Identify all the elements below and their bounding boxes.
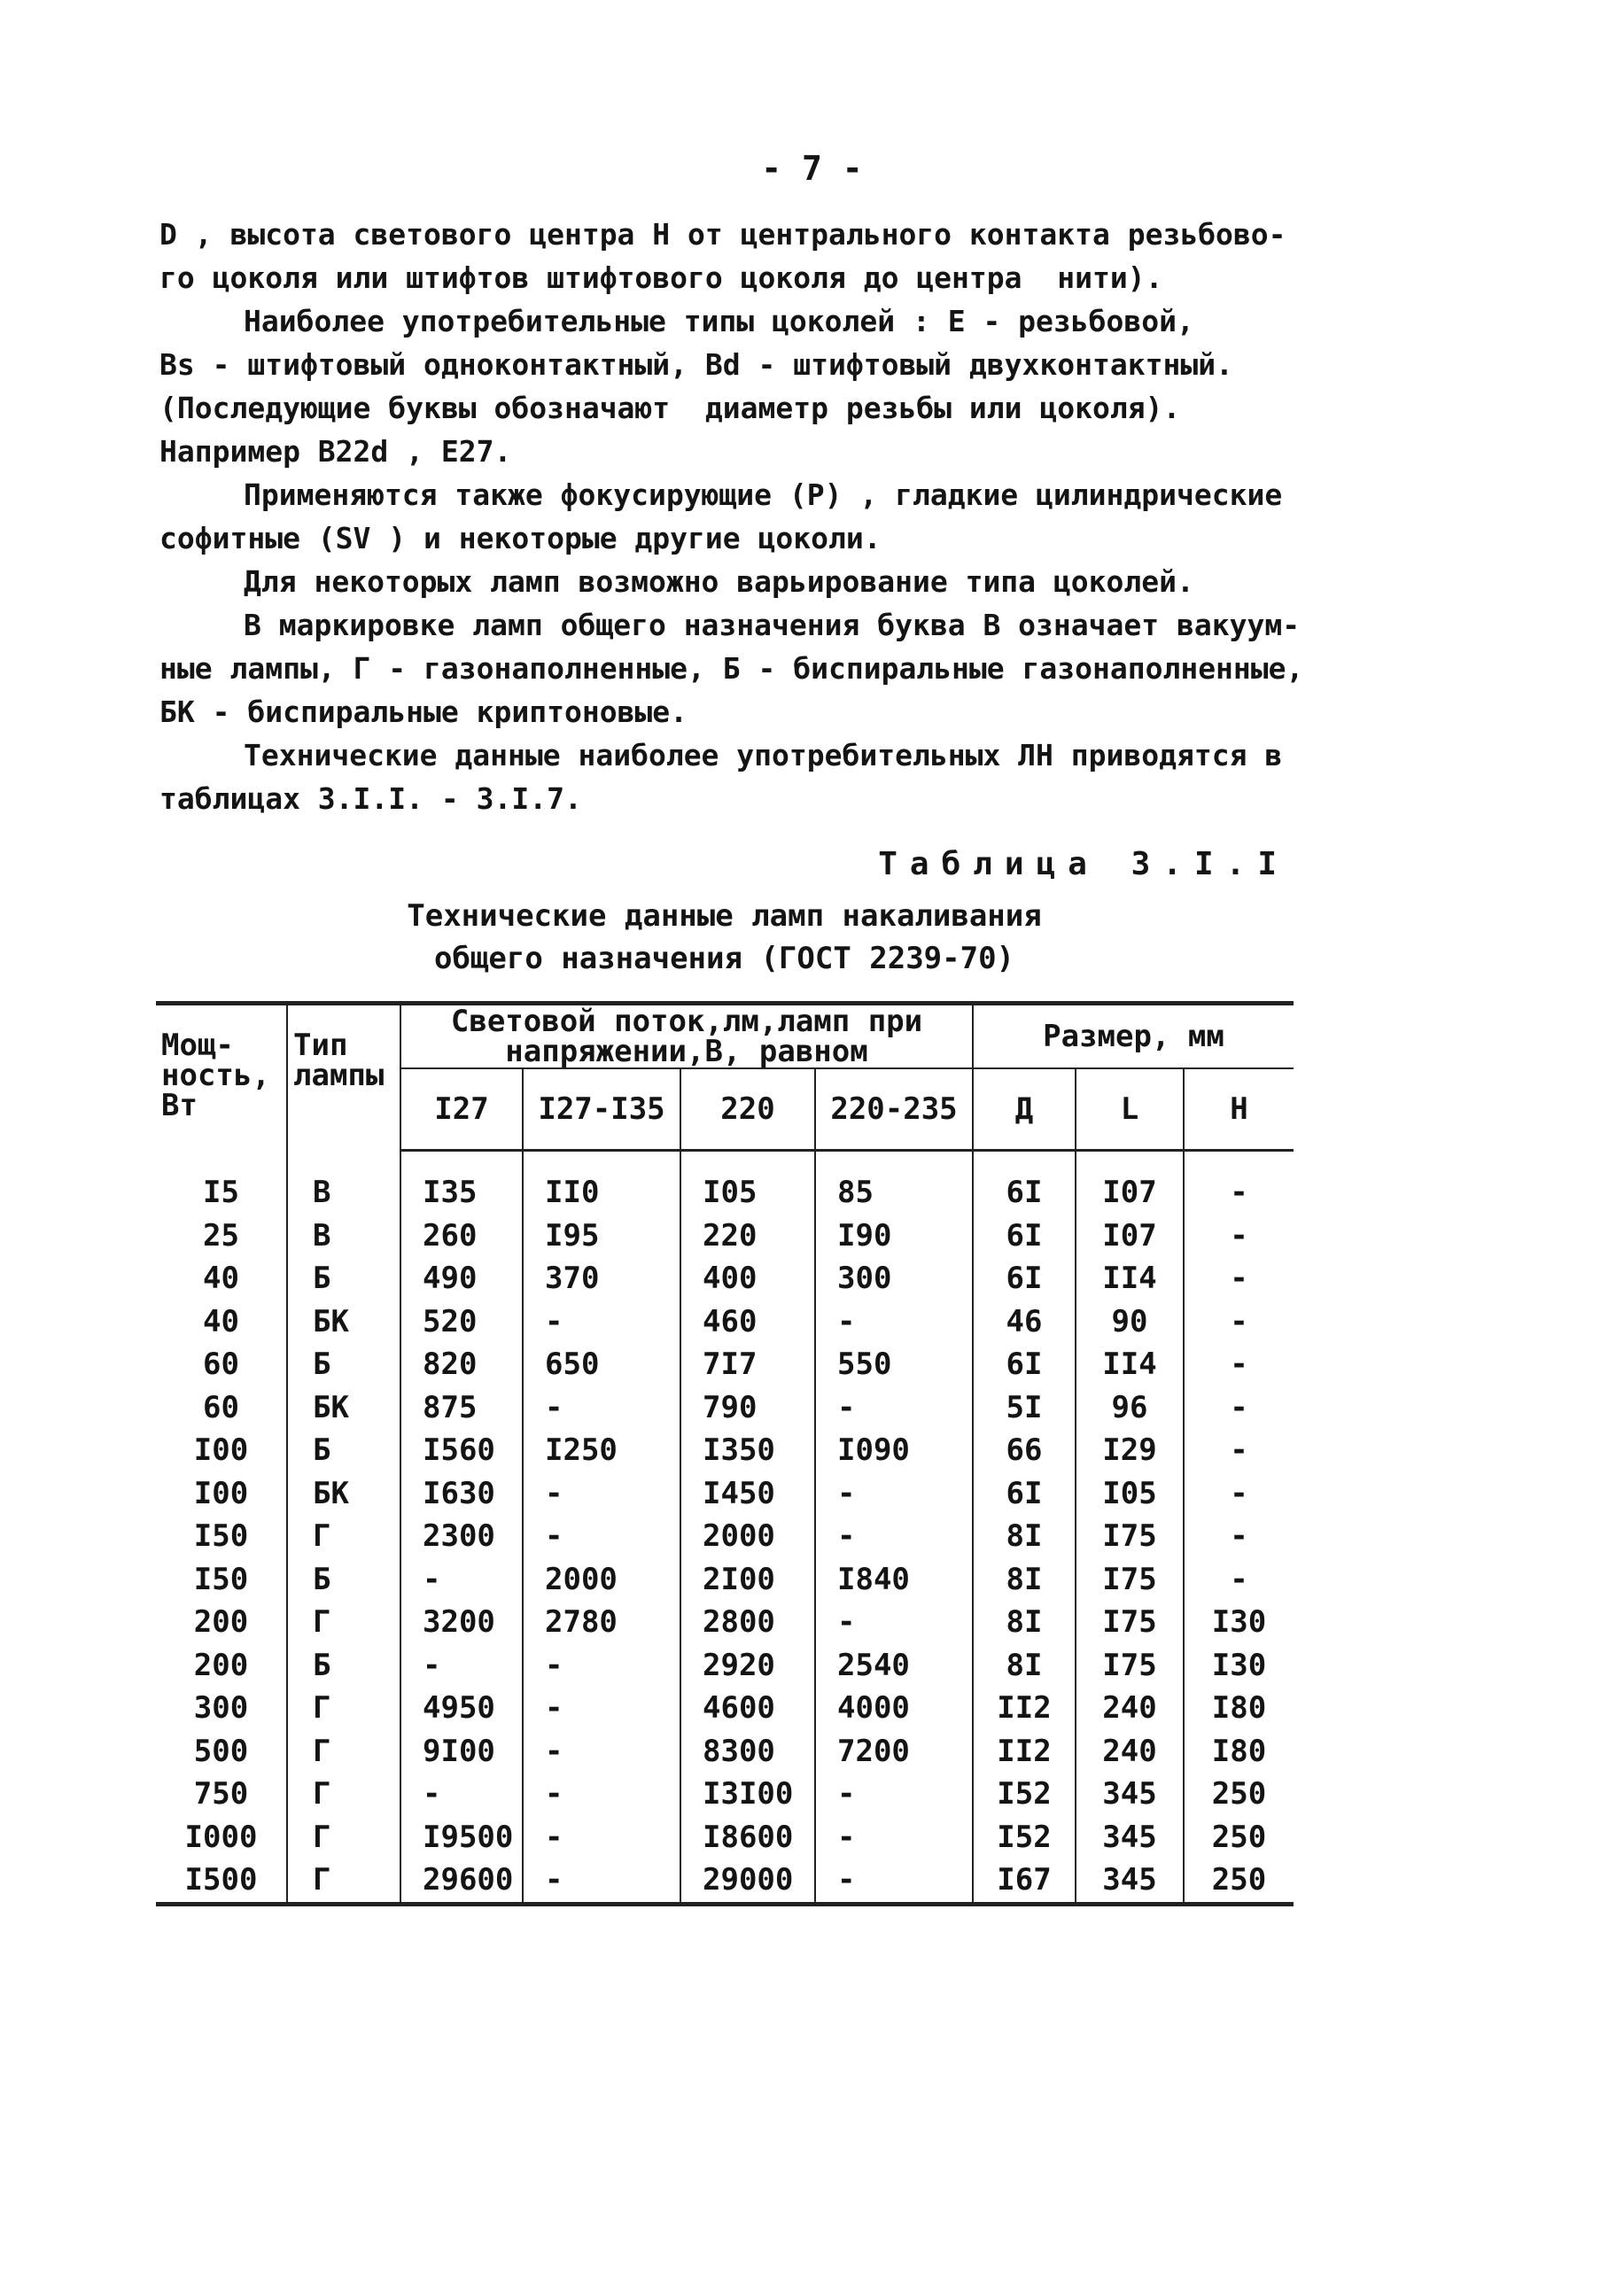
cell-flux-220: I3I00 [680,1773,815,1816]
cell-flux-127-135: - [523,1816,680,1859]
cell-flux-127: 260 [400,1215,523,1258]
cell-size-h: - [1184,1151,1294,1215]
cell-size-l: 90 [1076,1300,1184,1344]
table-body [156,1151,1294,1905]
cell-size-l: I75 [1076,1644,1184,1688]
cell-power: I00 [156,1472,287,1516]
cell-type: Г [287,1687,400,1730]
cell-flux-127-135: - [523,1773,680,1816]
table-row [156,1816,1294,1859]
cell-flux-220-235: I90 [815,1215,973,1258]
table-row [156,1257,1294,1300]
cell-size-d: II2 [973,1730,1076,1774]
cell-flux-220-235: - [815,1601,973,1644]
cell-size-l: 345 [1076,1859,1184,1904]
cell-size-d: I67 [973,1859,1076,1904]
cell-size-d: II2 [973,1687,1076,1730]
paragraph-line: ные лампы, Г - газонаполненные, Б - биспиральные газонаполненные, [159,651,1304,686]
cell-power: 200 [156,1601,287,1644]
cell-size-d: I52 [973,1816,1076,1859]
cell-power: 60 [156,1386,287,1430]
cell-flux-127-135: - [523,1687,680,1730]
cell-type: Б [287,1644,400,1688]
cell-flux-220: 790 [680,1386,815,1430]
cell-size-d: 8I [973,1601,1076,1644]
table-label: Таблица 3.I.I [878,846,1289,882]
cell-size-d: 66 [973,1429,1076,1472]
cell-type: Г [287,1730,400,1774]
cell-flux-220-235: 4000 [815,1687,973,1730]
lamp-data-table [156,1001,1294,1906]
table-row [156,1773,1294,1816]
table-row [156,1472,1294,1516]
table-row [156,1343,1294,1386]
cell-flux-127-135: II0 [523,1151,680,1215]
cell-flux-127-135: - [523,1515,680,1558]
table-row [156,1300,1294,1344]
cell-type: Б [287,1343,400,1386]
cell-size-h: - [1184,1429,1294,1472]
cell-flux-220-235: 300 [815,1257,973,1300]
cell-type: БК [287,1386,400,1430]
cell-flux-127: 2300 [400,1515,523,1558]
cell-flux-127: - [400,1644,523,1688]
cell-flux-220: 7I7 [680,1343,815,1386]
header-flux-220-235: 220-235 [815,1068,973,1151]
cell-size-d: 6I [973,1215,1076,1258]
cell-flux-220: 4600 [680,1687,815,1730]
cell-flux-127: I560 [400,1429,523,1472]
cell-flux-220-235: I840 [815,1558,973,1602]
cell-size-h: 250 [1184,1859,1294,1904]
cell-power: I000 [156,1816,287,1859]
cell-size-h: - [1184,1215,1294,1258]
cell-power: I50 [156,1515,287,1558]
cell-size-l: 240 [1076,1730,1184,1774]
cell-power: 300 [156,1687,287,1730]
header-size-l: L [1076,1068,1184,1151]
page-number: - 7 - [761,149,863,188]
header-size-group: Размер, мм [973,1004,1294,1069]
paragraph-line: (Последующие буквы обозначают диаметр резьбы или цоколя). [159,391,1181,425]
cell-flux-220-235: - [815,1816,973,1859]
cell-size-l: 96 [1076,1386,1184,1430]
cell-flux-127-135: - [523,1386,680,1430]
table-row [156,1730,1294,1774]
cell-size-d: 8I [973,1644,1076,1688]
cell-flux-127: - [400,1773,523,1816]
cell-size-l: 345 [1076,1773,1184,1816]
cell-flux-127-135: I95 [523,1215,680,1258]
cell-flux-220: 400 [680,1257,815,1300]
cell-flux-220: I350 [680,1429,815,1472]
cell-flux-220-235: - [815,1386,973,1430]
cell-flux-127-135: - [523,1730,680,1774]
cell-flux-127: I9500 [400,1816,523,1859]
cell-flux-127-135: 370 [523,1257,680,1300]
cell-flux-220-235: 2540 [815,1644,973,1688]
cell-type: В [287,1151,400,1215]
paragraph-line: таблицах 3.I.I. - 3.I.7. [159,781,582,816]
cell-size-d: 6I [973,1343,1076,1386]
cell-power: I00 [156,1429,287,1472]
cell-flux-220: 2I00 [680,1558,815,1602]
cell-flux-220: 2000 [680,1515,815,1558]
cell-flux-220: 2920 [680,1644,815,1688]
cell-size-d: 8I [973,1558,1076,1602]
table-row [156,1601,1294,1644]
cell-size-h: - [1184,1515,1294,1558]
header-flux-220: 220 [680,1068,815,1151]
cell-type: Г [287,1601,400,1644]
cell-size-l: I29 [1076,1429,1184,1472]
cell-flux-220-235: - [815,1472,973,1516]
paragraph-line: Технические данные наиболее употребительных ЛН приводятся в [244,738,1283,772]
paragraph-line: Например B22d , E27. [159,434,512,469]
cell-size-l: II4 [1076,1343,1184,1386]
header-power: Мощ- ность, Вт [156,1004,287,1151]
cell-power: 40 [156,1257,287,1300]
cell-type: В [287,1215,400,1258]
cell-type: Г [287,1773,400,1816]
cell-type: Г [287,1515,400,1558]
cell-flux-220: 220 [680,1215,815,1258]
table-row [156,1859,1294,1904]
paragraph-line: Для некоторых ламп возможно варьирование типа цоколей. [244,564,1194,599]
header-size-h: Н [1184,1068,1294,1151]
cell-flux-220-235: I090 [815,1429,973,1472]
cell-power: 500 [156,1730,287,1774]
cell-size-h: - [1184,1558,1294,1602]
paragraph-line: Применяются также фокусирующие (Р) , гладкие цилиндрические [244,477,1283,512]
cell-size-l: I75 [1076,1515,1184,1558]
cell-flux-127: I630 [400,1472,523,1516]
table-row [156,1429,1294,1472]
cell-flux-127: I35 [400,1151,523,1215]
cell-flux-127: 490 [400,1257,523,1300]
paragraph-line: D , высота светового центра Н от центрального контакта резьбово- [159,217,1286,252]
cell-flux-220-235: 85 [815,1151,973,1215]
cell-size-h: I80 [1184,1730,1294,1774]
paragraph-line: софитные (SV ) и некоторые другие цоколи. [159,521,882,555]
cell-flux-220: I8600 [680,1816,815,1859]
cell-size-l: II4 [1076,1257,1184,1300]
cell-flux-127: 9I00 [400,1730,523,1774]
header-flux-127: I27 [400,1068,523,1151]
table-row [156,1558,1294,1602]
cell-flux-127-135: - [523,1472,680,1516]
cell-flux-127-135: - [523,1644,680,1688]
cell-flux-220: 29000 [680,1859,815,1904]
table-row [156,1515,1294,1558]
table-row [156,1644,1294,1688]
cell-power: 750 [156,1773,287,1816]
cell-flux-220-235: - [815,1515,973,1558]
cell-flux-127-135: 2000 [523,1558,680,1602]
cell-power: I500 [156,1859,287,1904]
cell-flux-127: 4950 [400,1687,523,1730]
table-row [156,1151,1294,1215]
cell-flux-127: 875 [400,1386,523,1430]
body-text [159,213,1311,820]
cell-power: 40 [156,1300,287,1344]
table-title-line: Технические данные ламп накаливания [407,898,1042,934]
cell-flux-220: 2800 [680,1601,815,1644]
cell-type: БК [287,1472,400,1516]
cell-flux-220: I450 [680,1472,815,1516]
table-row [156,1386,1294,1430]
header-flux-127-135: I27-I35 [523,1068,680,1151]
cell-size-d: 5I [973,1386,1076,1430]
header-type: Тип лампы [287,1004,400,1151]
paragraph-line: Наиболее употребительные типы цоколей : E - резьбовой, [244,304,1194,338]
cell-flux-127-135: - [523,1300,680,1344]
cell-power: 60 [156,1343,287,1386]
cell-size-d: 8I [973,1515,1076,1558]
cell-flux-220: 460 [680,1300,815,1344]
table-title-line: общего назначения (ГОСТ 2239-70) [433,941,1015,976]
cell-size-d: I52 [973,1773,1076,1816]
cell-size-h: 250 [1184,1773,1294,1816]
paragraph-line: Bs - штифтовый одноконтактный, Bd - штифтовый двухконтактный. [159,347,1233,382]
cell-flux-127: 29600 [400,1859,523,1904]
cell-flux-220: 8300 [680,1730,815,1774]
cell-size-d: 6I [973,1472,1076,1516]
cell-type: Б [287,1429,400,1472]
cell-flux-127-135: 2780 [523,1601,680,1644]
cell-type: БК [287,1300,400,1344]
cell-power: 200 [156,1644,287,1688]
cell-size-h: I30 [1184,1601,1294,1644]
cell-size-l: I75 [1076,1558,1184,1602]
cell-flux-220-235: - [815,1773,973,1816]
cell-size-d: 6I [973,1257,1076,1300]
cell-flux-220: I05 [680,1151,815,1215]
cell-size-h: - [1184,1300,1294,1344]
cell-flux-220-235: - [815,1859,973,1904]
cell-type: Б [287,1558,400,1602]
paragraph-line: го цоколя или штифтов штифтового цоколя до центра нити). [159,260,1163,295]
cell-size-l: I05 [1076,1472,1184,1516]
cell-size-l: I07 [1076,1215,1184,1258]
cell-flux-127-135: - [523,1859,680,1904]
cell-flux-127: - [400,1558,523,1602]
paragraph-line: БК - биспиральные криптоновые. [159,695,688,729]
cell-size-h: I80 [1184,1687,1294,1730]
cell-flux-220-235: 550 [815,1343,973,1386]
cell-size-l: 240 [1076,1687,1184,1730]
cell-flux-127: 820 [400,1343,523,1386]
table-row [156,1215,1294,1258]
cell-size-h: 250 [1184,1816,1294,1859]
cell-power: 25 [156,1215,287,1258]
cell-size-d: 46 [973,1300,1076,1344]
cell-type: Г [287,1816,400,1859]
cell-type: Б [287,1257,400,1300]
table-title [159,895,1289,980]
table-row [156,1687,1294,1730]
cell-flux-127: 520 [400,1300,523,1344]
cell-size-h: - [1184,1343,1294,1386]
cell-power: I50 [156,1558,287,1602]
cell-size-h: - [1184,1386,1294,1430]
cell-size-h: - [1184,1472,1294,1516]
cell-size-l: I07 [1076,1151,1184,1215]
cell-flux-220-235: 7200 [815,1730,973,1774]
cell-size-d: 6I [973,1151,1076,1215]
cell-flux-127: 3200 [400,1601,523,1644]
header-size-d: Д [973,1068,1076,1151]
cell-power: I5 [156,1151,287,1215]
cell-flux-220-235: - [815,1300,973,1344]
cell-size-l: 345 [1076,1816,1184,1859]
cell-type: Г [287,1859,400,1904]
paragraph-line: В маркировке ламп общего назначения буква В означает вакуум- [244,608,1301,642]
cell-size-h: I30 [1184,1644,1294,1688]
cell-size-l: I75 [1076,1601,1184,1644]
cell-flux-127-135: I250 [523,1429,680,1472]
table-caption [159,846,1289,980]
cell-flux-127-135: 650 [523,1343,680,1386]
header-flux-group: Световой поток,лм,ламп при напряжении,В, равном [400,1004,973,1069]
cell-size-h: - [1184,1257,1294,1300]
